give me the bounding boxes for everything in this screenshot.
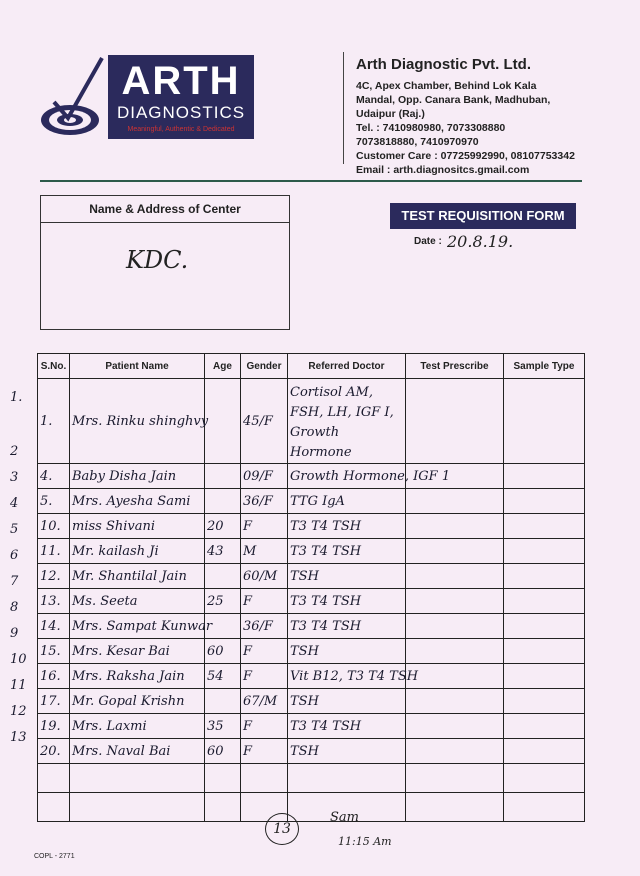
cell-sno: 17. xyxy=(38,689,70,714)
cell-sno: 12. xyxy=(38,564,70,589)
patient-table xyxy=(37,353,585,822)
cell-age: 43 xyxy=(205,539,241,564)
form-title: TEST REQUISITION FORM xyxy=(390,203,576,229)
cell-doctor: TSH xyxy=(288,689,406,714)
cell-test xyxy=(406,564,504,589)
cell-gender: 45/F xyxy=(241,379,288,464)
margin-number: 10 xyxy=(10,652,27,667)
sample-note: Sam xyxy=(330,810,359,825)
cell-sample xyxy=(504,514,585,539)
table-row xyxy=(38,589,585,614)
cell-age: 25 xyxy=(205,589,241,614)
arth-logo xyxy=(40,52,255,142)
cell-test xyxy=(406,614,504,639)
cell-name: Mrs. Kesar Bai xyxy=(70,639,205,664)
telephone-2: 7073818880, 7410970970 xyxy=(356,136,479,148)
cell-age: 35 xyxy=(205,714,241,739)
cell-test xyxy=(406,714,504,739)
cell-sno: 13. xyxy=(38,589,70,614)
cell-test xyxy=(406,589,504,614)
cell-name: Mr. Shantilal Jain xyxy=(70,564,205,589)
col-age: Age xyxy=(205,354,241,379)
table-row xyxy=(38,564,585,589)
empty-row xyxy=(38,764,585,793)
cell-gender: 09/F xyxy=(241,464,288,489)
cell-sno: 15. xyxy=(38,639,70,664)
cell-test xyxy=(406,739,504,764)
cell-sample xyxy=(504,464,585,489)
cell-name: Mrs. Rinku shinghvy xyxy=(70,379,205,464)
cell-age xyxy=(205,464,241,489)
table-row xyxy=(38,489,585,514)
margin-number: 3 xyxy=(10,470,19,485)
cell-doctor: T3 T4 TSH xyxy=(288,589,406,614)
logo-wordmark xyxy=(108,55,254,139)
cell-test xyxy=(406,489,504,514)
cell-doctor: TSH xyxy=(288,739,406,764)
telephone-1: Tel. : 7410980980, 7073308880 xyxy=(356,122,506,134)
cell-gender: M xyxy=(241,539,288,564)
cell-name: miss Shivani xyxy=(70,514,205,539)
logo-main-text: ARTH xyxy=(121,59,241,103)
cell-doctor: T3 T4 TSH xyxy=(288,514,406,539)
cell-name: Mrs. Naval Bai xyxy=(70,739,205,764)
table-row xyxy=(38,689,585,714)
cell-age xyxy=(205,489,241,514)
cell-doctor: TTG IgA xyxy=(288,489,406,514)
cell-name: Mr. Gopal Krishn xyxy=(70,689,205,714)
col-test-prescribe: Test Prescribe xyxy=(406,354,504,379)
margin-number: 2 xyxy=(10,444,19,459)
empty-row xyxy=(38,793,585,822)
cell-doctor: TSH xyxy=(288,564,406,589)
center-value: KDC. xyxy=(126,246,189,274)
cell-gender: 36/F xyxy=(241,614,288,639)
cell-age: 20 xyxy=(205,514,241,539)
email: Email : arth.diagnositcs.gmail.com xyxy=(356,164,530,176)
margin-number: 11 xyxy=(10,678,27,693)
col-gender: Gender xyxy=(241,354,288,379)
cell-sno: 16. xyxy=(38,664,70,689)
margin-number: 13 xyxy=(10,730,27,745)
margin-number: 1. xyxy=(10,390,23,405)
cell-doctor: T3 T4 TSH xyxy=(288,714,406,739)
header-rule xyxy=(40,180,582,182)
logo-tagline: Meaningful, Authentic & Dedicated xyxy=(127,126,235,133)
cell-name: Mrs. Ayesha Sami xyxy=(70,489,205,514)
time-note: 11:15 Am xyxy=(338,835,392,848)
cell-doctor: T3 T4 TSH xyxy=(288,614,406,639)
cell-gender: 36/F xyxy=(241,489,288,514)
cell-gender: F xyxy=(241,739,288,764)
cell-sample xyxy=(504,379,585,464)
col-referred-doctor: Referred Doctor xyxy=(288,354,406,379)
cell-age xyxy=(205,689,241,714)
cell-doctor: Cortisol AM, FSH, LH, IGF I, Growth Hormone xyxy=(288,379,406,464)
cell-gender: 67/M xyxy=(241,689,288,714)
cell-age: 60 xyxy=(205,639,241,664)
cell-age: 60 xyxy=(205,739,241,764)
cell-sno: 20. xyxy=(38,739,70,764)
circled-count: 13 xyxy=(265,813,299,845)
table-row xyxy=(38,739,585,764)
cell-test xyxy=(406,689,504,714)
cell-name: Mrs. Laxmi xyxy=(70,714,205,739)
center-box xyxy=(40,195,290,330)
cell-gender: F xyxy=(241,589,288,614)
cell-gender: F xyxy=(241,714,288,739)
cell-name: Mrs. Sampat Kunwar xyxy=(70,614,205,639)
cell-sample xyxy=(504,589,585,614)
cell-test xyxy=(406,639,504,664)
cell-doctor: TSH xyxy=(288,639,406,664)
cell-gender: F xyxy=(241,514,288,539)
cell-sample xyxy=(504,739,585,764)
cell-sample xyxy=(504,539,585,564)
cell-sample xyxy=(504,664,585,689)
cell-name: Baby Disha Jain xyxy=(70,464,205,489)
cell-test xyxy=(406,379,504,464)
cell-test xyxy=(406,664,504,689)
cell-age: 54 xyxy=(205,664,241,689)
cell-sample xyxy=(504,639,585,664)
cell-gender: 60/M xyxy=(241,564,288,589)
table-row xyxy=(38,664,585,689)
cell-name: Mrs. Raksha Jain xyxy=(70,664,205,689)
cell-doctor: Vit B12, T3 T4 TSH xyxy=(288,664,406,689)
date-value: 20.8.19. xyxy=(447,232,514,251)
cell-age xyxy=(205,564,241,589)
cell-sample xyxy=(504,689,585,714)
margin-number: 7 xyxy=(10,574,19,589)
cell-sample xyxy=(504,714,585,739)
col-patient-name: Patient Name xyxy=(70,354,205,379)
company-name: Arth Diagnostic Pvt. Ltd. xyxy=(356,56,532,73)
cell-sno: 14. xyxy=(38,614,70,639)
address-line-2: Mandal, Opp. Canara Bank, Madhuban, xyxy=(356,94,551,106)
margin-number: 4 xyxy=(10,496,19,511)
cell-sno: 5. xyxy=(38,489,70,514)
table-row xyxy=(38,514,585,539)
col-sno: S.No. xyxy=(38,354,70,379)
cell-sno: 10. xyxy=(38,514,70,539)
table-row xyxy=(38,639,585,664)
address-line-3: Udaipur (Raj.) xyxy=(356,108,425,120)
cell-doctor: T3 T4 TSH xyxy=(288,539,406,564)
cell-age xyxy=(205,379,241,464)
cell-sample xyxy=(504,489,585,514)
cell-sno: 19. xyxy=(38,714,70,739)
margin-number: 6 xyxy=(10,548,19,563)
table-row xyxy=(38,714,585,739)
address-line-1: 4C, Apex Chamber, Behind Lok Kala xyxy=(356,80,537,92)
cell-gender: F xyxy=(241,639,288,664)
logo-sub-text: DIAGNOSTICS xyxy=(116,103,246,122)
customer-care: Customer Care : 07725992990, 08107753342 xyxy=(356,150,575,162)
cell-gender: F xyxy=(241,664,288,689)
form-code: COPL - 2771 xyxy=(34,853,75,860)
margin-number: 8 xyxy=(10,600,19,615)
table-header xyxy=(38,354,585,379)
cell-sno: 11. xyxy=(38,539,70,564)
margin-number: 12 xyxy=(10,704,27,719)
margin-number: 5 xyxy=(10,522,19,537)
table-row xyxy=(38,379,585,464)
table-row xyxy=(38,614,585,639)
header-divider xyxy=(343,52,344,164)
cell-test xyxy=(406,539,504,564)
date-label: Date : xyxy=(414,236,442,247)
cell-sample xyxy=(504,564,585,589)
cell-test xyxy=(406,514,504,539)
table-row xyxy=(38,464,585,489)
col-sample-type: Sample Type xyxy=(504,354,585,379)
table-row xyxy=(38,539,585,564)
center-title: Name & Address of Center xyxy=(89,202,241,216)
margin-number: 9 xyxy=(10,626,19,641)
cell-doctor: Growth Hormone, IGF 1 xyxy=(288,464,406,489)
target-check-icon xyxy=(40,52,106,142)
cell-sno: 1. xyxy=(38,379,70,464)
cell-name: Mr. kailash Ji xyxy=(70,539,205,564)
company-info xyxy=(356,56,616,177)
cell-name: Ms. Seeta xyxy=(70,589,205,614)
cell-sno: 4. xyxy=(38,464,70,489)
cell-sample xyxy=(504,614,585,639)
